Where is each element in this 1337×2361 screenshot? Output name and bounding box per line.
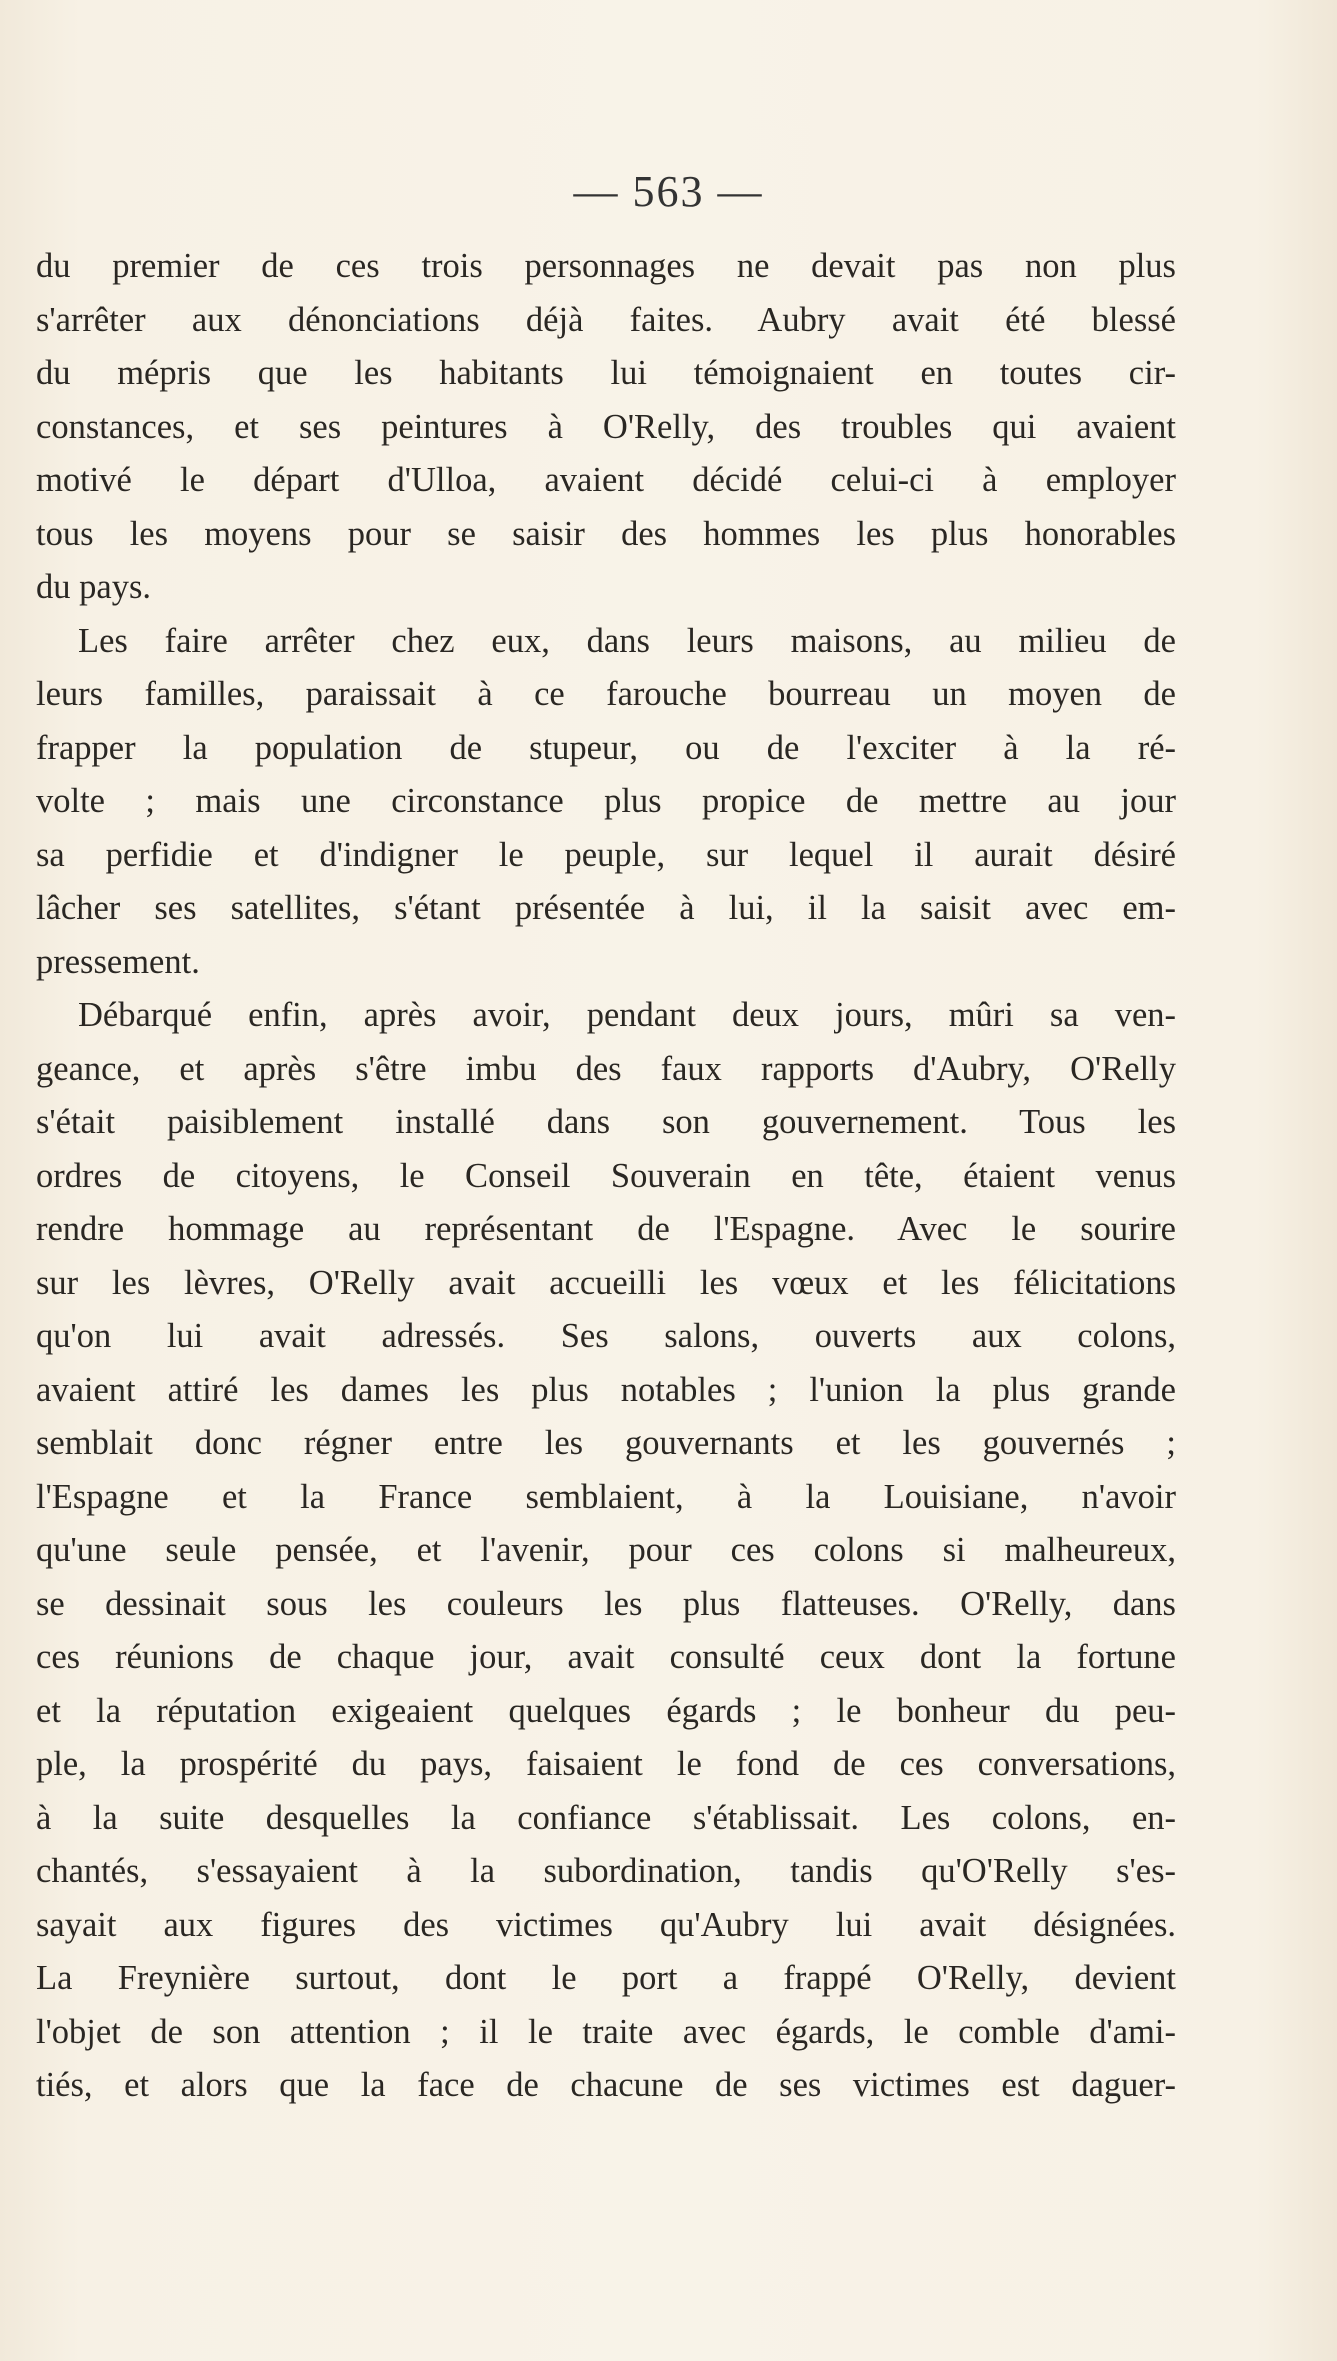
text-line: motivé le départ d'Ulloa, avaient décidé celui-ci à employer xyxy=(36,461,1176,499)
text-line: sa perfidie et d'indigner le peuple, sur lequel il aurait désiré xyxy=(36,835,1176,874)
text-line: s'arrêter aux dénonciations déjà faites. Aubry avait été blessé xyxy=(36,300,1176,339)
text-line: ple, la prospérité du pays, faisaient le fond de ces conversations, xyxy=(36,1745,1176,1783)
text-line: qu'on lui avait adressés. Ses salons, ouverts aux colons, xyxy=(36,1317,1176,1355)
text-line: ordres de citoyens, le Conseil Souverain en tête, étaient venus xyxy=(36,1156,1176,1195)
text-line: du pays. xyxy=(36,568,151,606)
text-line: du premier de ces trois personnages ne devait pas non plus xyxy=(36,247,1176,285)
text-line: lâcher ses satellites, s'étant présentée à lui, il la saisit avec em- xyxy=(36,889,1176,927)
text-line: sayait aux figures des victimes qu'Aubry lui avait désignées. xyxy=(36,1905,1176,1944)
text-line: qu'une seule pensée, et l'avenir, pour ces colons si malheureux, xyxy=(36,1531,1176,1569)
text-line: ces réunions de chaque jour, avait consulté ceux dont la fortune xyxy=(36,1638,1176,1676)
text-line: constances, et ses peintures à O'Relly, des troubles qui avaient xyxy=(36,407,1176,446)
body-text xyxy=(36,240,1176,2113)
text-line: geance, et après s'être imbu des faux rapports d'Aubry, O'Relly xyxy=(36,1049,1176,1088)
text-line: leurs familles, paraissait à ce farouche bourreau un moyen de xyxy=(36,675,1176,713)
text-line: et la réputation exigeaient quelques égards ; le bonheur du peu- xyxy=(36,1691,1176,1730)
text-line: se dessinait sous les couleurs les plus flatteuses. O'Relly, dans xyxy=(36,1584,1176,1623)
text-line: Débarqué enfin, après avoir, pendant deux jours, mûri sa ven- xyxy=(78,996,1176,1034)
text-line: semblait donc régner entre les gouvernants et les gouvernés ; xyxy=(36,1424,1176,1462)
text-line: frapper la population de stupeur, ou de l'exciter à la ré- xyxy=(36,728,1176,767)
text-line: La Freynière surtout, dont le port a frappé O'Relly, devient xyxy=(36,1959,1176,1997)
text-line: avaient attiré les dames les plus notables ; l'union la plus grande xyxy=(36,1370,1176,1409)
text-line: s'était paisiblement installé dans son gouvernement. Tous les xyxy=(36,1103,1176,1141)
text-line: à la suite desquelles la confiance s'établissait. Les colons, en- xyxy=(36,1798,1176,1837)
text-line: pressement. xyxy=(36,942,200,981)
text-line: Les faire arrêter chez eux, dans leurs maisons, au milieu de xyxy=(78,621,1176,660)
text-line: du mépris que les habitants lui témoignaient en toutes cir- xyxy=(36,354,1176,392)
text-line: tous les moyens pour se saisir des hommes les plus honorables xyxy=(36,514,1176,553)
text-line: chantés, s'essayaient à la subordination, tandis qu'O'Relly s'es- xyxy=(36,1852,1176,1890)
text-line: volte ; mais une circonstance plus propice de mettre au jour xyxy=(36,782,1176,820)
text-line: l'objet de son attention ; il le traite avec égards, le comble d'ami- xyxy=(36,2012,1176,2051)
text-line: sur les lèvres, O'Relly avait accueilli les vœux et les félicitations xyxy=(36,1263,1176,1302)
page-number: — 563 — xyxy=(573,167,764,216)
text-line: l'Espagne et la France semblaient, à la Louisiane, n'avoir xyxy=(36,1477,1176,1516)
text-line: tiés, et alors que la face de chacune de ses victimes est daguer- xyxy=(36,2066,1176,2104)
text-line: rendre hommage au représentant de l'Espagne. Avec le sourire xyxy=(36,1210,1176,1248)
